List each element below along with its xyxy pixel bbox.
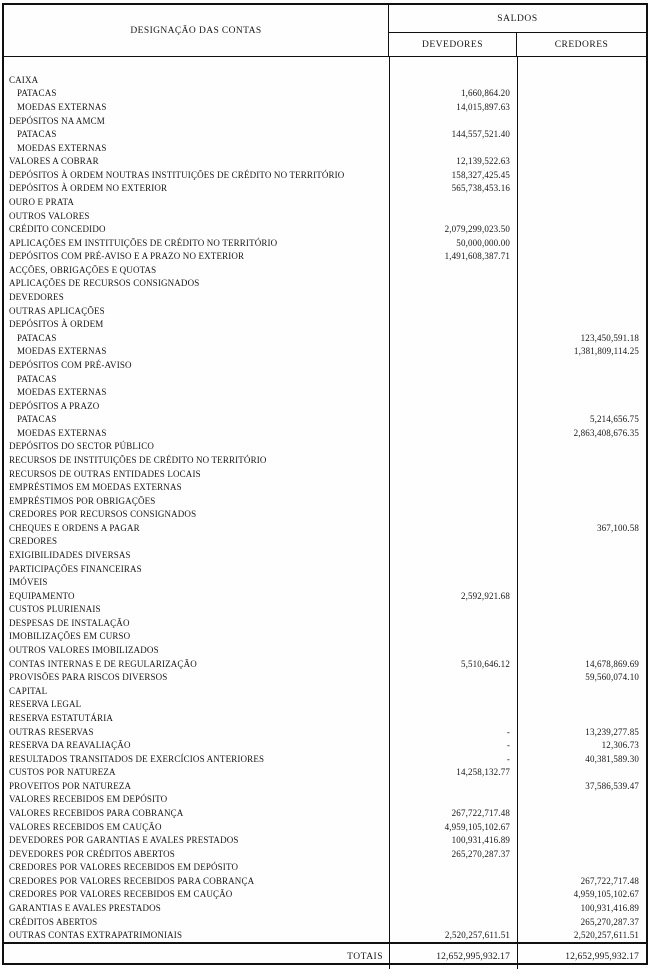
devedores-value: 14,015,897.63 [389, 100, 517, 114]
account-label: OUTROS VALORES [9, 210, 90, 221]
credores-value: 1,381,809,114.25 [517, 345, 646, 359]
account-label: PATACAS [17, 332, 57, 343]
table-row [4, 779, 646, 793]
account-label: PATACAS [17, 88, 57, 99]
account-label: PATACAS [17, 414, 57, 425]
account-label: VALORES RECEBIDOS PARA COBRANÇA [9, 808, 184, 818]
table-row [4, 603, 646, 617]
devedores-value [389, 480, 517, 494]
account-label: OUTRAS CONTAS EXTRAPATRIMONIAIS [9, 930, 183, 941]
table-row [4, 453, 646, 467]
account-label: DEPÓSITOS COM PRÉ-AVISO E A PRAZO NO EXTERIOR [9, 251, 245, 262]
account-label: DEPÓSITOS À ORDEM [9, 319, 104, 330]
credores-value [517, 168, 646, 182]
table-row [4, 535, 646, 549]
credores-value: 265,270,287.37 [517, 915, 646, 929]
table-row [4, 616, 646, 630]
table-row [4, 820, 646, 834]
account-label: PATACAS [17, 373, 57, 384]
devedores-value: - [389, 738, 517, 752]
devedores-value: 2,520,257,611.51 [389, 928, 517, 942]
account-label: APLICAÇÕES DE RECURSOS CONSIGNADOS [9, 278, 200, 289]
account-label: DESPESAS DE INSTALAÇÃO [9, 617, 130, 628]
devedores-value [389, 521, 517, 535]
table-row [4, 888, 646, 902]
devedores-value [389, 331, 517, 345]
credores-value [517, 603, 646, 617]
credores-value: 14,678,869.69 [517, 657, 646, 671]
account-label: PROVISÕES PARA RISCOS DIVERSOS [9, 672, 168, 683]
table-row [4, 928, 646, 942]
account-label: RESERVA LEGAL [9, 699, 82, 710]
table-row [4, 114, 646, 128]
credores-value [517, 222, 646, 236]
table-row [4, 915, 646, 929]
devedores-value [389, 861, 517, 875]
credores-value: 59,560,074.10 [517, 670, 646, 684]
table-body [4, 57, 646, 942]
account-label: IMOBILIZAÇÕES EM CURSO [9, 631, 131, 642]
table-row [4, 372, 646, 386]
credores-value: 5,214,656.75 [517, 412, 646, 426]
credores-value [517, 698, 646, 712]
devedores-value [389, 304, 517, 318]
credores-value: 40,381,589.30 [517, 752, 646, 766]
devedores-value: 12,139,522.63 [389, 154, 517, 168]
account-label: IMÓVEIS [9, 577, 48, 588]
devedores-value: 144,557,521.40 [389, 127, 517, 141]
table-row [4, 467, 646, 481]
table-row [4, 725, 646, 739]
table-row [4, 127, 646, 141]
devedores-value: 1,660,864.20 [389, 87, 517, 101]
account-label: MOEDAS EXTERNAS [17, 427, 107, 438]
account-label: VALORES RECEBIDOS EM DEPÓSITO [9, 794, 168, 805]
credores-value [517, 711, 646, 725]
devedores-value [389, 643, 517, 657]
table-row [4, 304, 646, 318]
devedores-value [389, 317, 517, 331]
credores-value: 267,722,717.48 [517, 874, 646, 888]
column-header-saldos: SALDOS [389, 5, 646, 33]
table-row [4, 670, 646, 684]
table-row [4, 290, 646, 304]
devedores-value: 50,000,000.00 [389, 236, 517, 250]
devedores-value [389, 562, 517, 576]
credores-value [517, 480, 646, 494]
account-label: DEPÓSITOS A PRAZO [9, 400, 100, 411]
table-row [4, 508, 646, 522]
balance-sheet-table [2, 3, 648, 965]
credores-value [517, 385, 646, 399]
credores-value [517, 535, 646, 549]
table-row [4, 575, 646, 589]
table-header [4, 5, 646, 57]
devedores-value: 158,327,425.45 [389, 168, 517, 182]
table-row [4, 399, 646, 413]
credores-value: 4,959,105,102.67 [517, 888, 646, 902]
table-row [4, 426, 646, 440]
devedores-value [389, 575, 517, 589]
table-row [4, 317, 646, 331]
table-row [4, 562, 646, 576]
account-label: CAPITAL [9, 685, 48, 696]
table-row [4, 738, 646, 752]
table-row [4, 385, 646, 399]
devedores-value [389, 358, 517, 372]
account-label: DEPÓSITOS À ORDEM NO EXTERIOR [9, 183, 168, 194]
account-label: OURO E PRATA [9, 196, 75, 207]
credores-value [517, 630, 646, 644]
devedores-value [389, 73, 517, 87]
account-label: OUTRAS RESERVAS [9, 726, 94, 737]
account-label: CONTAS INTERNAS E DE REGULARIZAÇÃO [9, 658, 197, 669]
account-label: EMPRÉSTIMOS POR OBRIGAÇÕES [9, 495, 156, 506]
credores-value: 12,306.73 [517, 738, 646, 752]
credores-value [517, 358, 646, 372]
devedores-value [389, 698, 517, 712]
credores-value: 2,863,408,676.35 [517, 426, 646, 440]
account-label: RECURSOS DE INSTITUIÇÕES DE CRÉDITO NO TERRITÓRIO [9, 454, 267, 465]
account-label: PATACAS [17, 129, 57, 140]
credores-value: 37,586,539.47 [517, 779, 646, 793]
devedores-value [389, 277, 517, 291]
account-label: DEPÓSITOS À ORDEM NOUTRAS INSTITUIÇÕES DE CRÉDITO NO TERRITÓRIO [9, 169, 345, 180]
credores-value [517, 290, 646, 304]
credores-value [517, 154, 646, 168]
devedores-value: 565,738,453.16 [389, 182, 517, 196]
account-label: OUTROS VALORES IMOBILIZADOS [9, 645, 159, 656]
devedores-value [389, 114, 517, 128]
column-header-designacao: DESIGNAÇÃO DAS CONTAS [4, 5, 389, 56]
totals-label: TOTAIS [347, 951, 383, 962]
devedores-value [389, 711, 517, 725]
devedores-value: 265,270,287.37 [389, 847, 517, 861]
account-label: RESERVA ESTATUTÁRIA [9, 712, 114, 723]
devedores-value [389, 494, 517, 508]
table-row [4, 480, 646, 494]
account-label: RECURSOS DE OUTRAS ENTIDADES LOCAIS [9, 468, 201, 479]
devedores-value: 1,491,608,387.71 [389, 250, 517, 264]
devedores-value [389, 508, 517, 522]
table-row [4, 806, 646, 820]
credores-value [517, 467, 646, 481]
table-row [4, 589, 646, 603]
account-label: PROVEITOS POR NATUREZA [9, 780, 132, 791]
devedores-value [389, 385, 517, 399]
table-row [4, 100, 646, 114]
credores-value: 123,450,591.18 [517, 331, 646, 345]
account-label: RESERVA DA REAVALIAÇÃO [9, 740, 131, 751]
account-label: EMPRÉSTIMOS EM MOEDAS EXTERNAS [9, 482, 182, 493]
table-row [4, 630, 646, 644]
credores-value: 2,520,257,611.51 [517, 928, 646, 942]
devedores-value [389, 874, 517, 888]
table-row [4, 657, 646, 671]
account-label: OUTRAS APLICAÇÕES [9, 305, 105, 316]
table-row [4, 847, 646, 861]
devedores-value [389, 372, 517, 386]
devedores-value [389, 263, 517, 277]
devedores-value: 100,931,416.89 [389, 833, 517, 847]
table-row [4, 711, 646, 725]
credores-value [517, 250, 646, 264]
devedores-value [389, 209, 517, 223]
table-row [4, 698, 646, 712]
account-label: CREDORES POR VALORES RECEBIDOS EM DEPÓSITO [9, 862, 239, 873]
account-label: CREDORES POR VALORES RECEBIDOS EM CAUÇÃO [9, 889, 233, 900]
table-row [4, 833, 646, 847]
table-row [4, 182, 646, 196]
devedores-value [389, 290, 517, 304]
table-row [4, 412, 646, 426]
devedores-value: 267,722,717.48 [389, 806, 517, 820]
table-row [4, 861, 646, 875]
account-label: APLICAÇÕES EM INSTITUIÇÕES DE CRÉDITO NO TERRITÓRIO [9, 237, 278, 248]
credores-value [517, 440, 646, 454]
table-row [4, 521, 646, 535]
account-label: CREDORES POR RECURSOS CONSIGNADOS [9, 509, 197, 520]
account-label: CRÉDITO CONCEDIDO [9, 224, 106, 235]
account-label: CRÉDITOS ABERTOS [9, 916, 98, 927]
credores-value: 13,239,277.85 [517, 725, 646, 739]
table-row [4, 141, 646, 155]
credores-value [517, 100, 646, 114]
table-row [4, 73, 646, 87]
devedores-value [389, 453, 517, 467]
account-label: CUSTOS POR NATUREZA [9, 767, 116, 778]
saldos-header-group [389, 5, 646, 56]
account-label: MOEDAS EXTERNAS [17, 101, 107, 112]
credores-value [517, 263, 646, 277]
credores-value [517, 562, 646, 576]
account-label: DEVEDORES POR GARANTIAS E AVALES PRESTADOS [9, 835, 239, 846]
account-label: PARTICIPAÇÕES FINANCEIRAS [9, 563, 142, 574]
table-row [4, 358, 646, 372]
devedores-value [389, 603, 517, 617]
credores-value [517, 806, 646, 820]
account-label: DEVEDORES POR CRÉDITOS ABERTOS [9, 848, 175, 859]
credores-value [517, 73, 646, 87]
account-label: RESULTADOS TRANSITADOS DE EXERCÍCIOS ANTERIORES [9, 753, 265, 764]
column-header-devedores: DEVEDORES [389, 33, 517, 56]
devedores-value [389, 915, 517, 929]
totals-credores-value: 12,652,995,932.17 [517, 944, 646, 969]
table-row [4, 87, 646, 101]
devedores-value [389, 535, 517, 549]
credores-value [517, 575, 646, 589]
table-row [4, 643, 646, 657]
credores-value [517, 236, 646, 250]
devedores-value [389, 779, 517, 793]
credores-value [517, 277, 646, 291]
credores-value [517, 548, 646, 562]
credores-value [517, 833, 646, 847]
account-label: DEPÓSITOS NA AMCM [9, 115, 105, 126]
credores-value [517, 127, 646, 141]
column-header-credores: CREDORES [554, 39, 609, 50]
credores-value: 100,931,416.89 [517, 901, 646, 915]
credores-value [517, 209, 646, 223]
devedores-value [389, 684, 517, 698]
table-row [4, 548, 646, 562]
devedores-value [389, 467, 517, 481]
totals-row [4, 942, 646, 969]
devedores-value: 5,510,646.12 [389, 657, 517, 671]
table-row [4, 494, 646, 508]
account-label: VALORES A COBRAR [9, 156, 99, 167]
account-label: GARANTIAS E AVALES PRESTADOS [9, 903, 161, 914]
account-label: CREDORES [9, 536, 58, 547]
table-row [4, 236, 646, 250]
devedores-value [389, 616, 517, 630]
table-row [4, 277, 646, 291]
credores-value [517, 589, 646, 603]
account-label: DEPÓSITOS DO SECTOR PÚBLICO [9, 441, 154, 452]
table-row [4, 250, 646, 264]
devedores-value [389, 141, 517, 155]
table-row [4, 684, 646, 698]
account-label: DEVEDORES [9, 292, 64, 303]
credores-value [517, 494, 646, 508]
credores-value [517, 643, 646, 657]
devedores-value [389, 399, 517, 413]
credores-value [517, 182, 646, 196]
table-row [4, 331, 646, 345]
devedores-value [389, 195, 517, 209]
account-label: DEPÓSITOS COM PRÉ-AVISO [9, 359, 132, 370]
devedores-value [389, 412, 517, 426]
devedores-value [389, 901, 517, 915]
account-label: MOEDAS EXTERNAS [17, 142, 107, 153]
table-row [4, 874, 646, 888]
table-row [4, 222, 646, 236]
credores-value [517, 616, 646, 630]
saldos-subheaders [389, 33, 646, 56]
table-row [4, 793, 646, 807]
credores-value [517, 195, 646, 209]
devedores-value: 4,959,105,102.67 [389, 820, 517, 834]
credores-value [517, 793, 646, 807]
devedores-value: - [389, 725, 517, 739]
devedores-value [389, 440, 517, 454]
table-row [4, 901, 646, 915]
credores-value [517, 684, 646, 698]
account-label: CUSTOS PLURIENAIS [9, 604, 101, 615]
account-label: ACÇÕES, OBRIGAÇÕES E QUOTAS [9, 264, 157, 275]
totals-devedores-value: 12,652,995,932.17 [389, 944, 517, 969]
credores-value [517, 87, 646, 101]
credores-value [517, 508, 646, 522]
credores-value [517, 765, 646, 779]
devedores-value [389, 670, 517, 684]
table-row [4, 195, 646, 209]
spacer-row [4, 57, 646, 73]
credores-value [517, 820, 646, 834]
account-label: EXIGIBILIDADES DIVERSAS [9, 550, 131, 561]
devedores-value: - [389, 752, 517, 766]
table-row [4, 168, 646, 182]
devedores-value: 2,592,921.68 [389, 589, 517, 603]
devedores-value [389, 888, 517, 902]
credores-value [517, 453, 646, 467]
table-row [4, 154, 646, 168]
table-row [4, 440, 646, 454]
credores-value [517, 304, 646, 318]
devedores-value [389, 793, 517, 807]
credores-value [517, 372, 646, 386]
account-label: CHEQUES E ORDENS A PAGAR [9, 522, 140, 533]
credores-value [517, 399, 646, 413]
account-label: CREDORES POR VALORES RECEBIDOS PARA COBRANÇA [9, 875, 255, 886]
credores-value: 367,100.58 [517, 521, 646, 535]
credores-value [517, 317, 646, 331]
table-row [4, 765, 646, 779]
account-label: EQUIPAMENTO [9, 590, 75, 601]
credores-value [517, 114, 646, 128]
table-row [4, 209, 646, 223]
devedores-value [389, 630, 517, 644]
devedores-value [389, 426, 517, 440]
credores-value [517, 847, 646, 861]
table-row [4, 263, 646, 277]
account-label: MOEDAS EXTERNAS [17, 346, 107, 357]
account-label: VALORES RECEBIDOS EM CAUÇÃO [9, 821, 162, 832]
devedores-value [389, 548, 517, 562]
table-row [4, 345, 646, 359]
devedores-value: 14,258,132.77 [389, 765, 517, 779]
credores-value [517, 141, 646, 155]
devedores-value [389, 345, 517, 359]
account-label: MOEDAS EXTERNAS [17, 387, 107, 398]
devedores-value: 2,079,299,023.50 [389, 222, 517, 236]
credores-value [517, 861, 646, 875]
table-row [4, 752, 646, 766]
account-label: CAIXA [9, 74, 39, 85]
